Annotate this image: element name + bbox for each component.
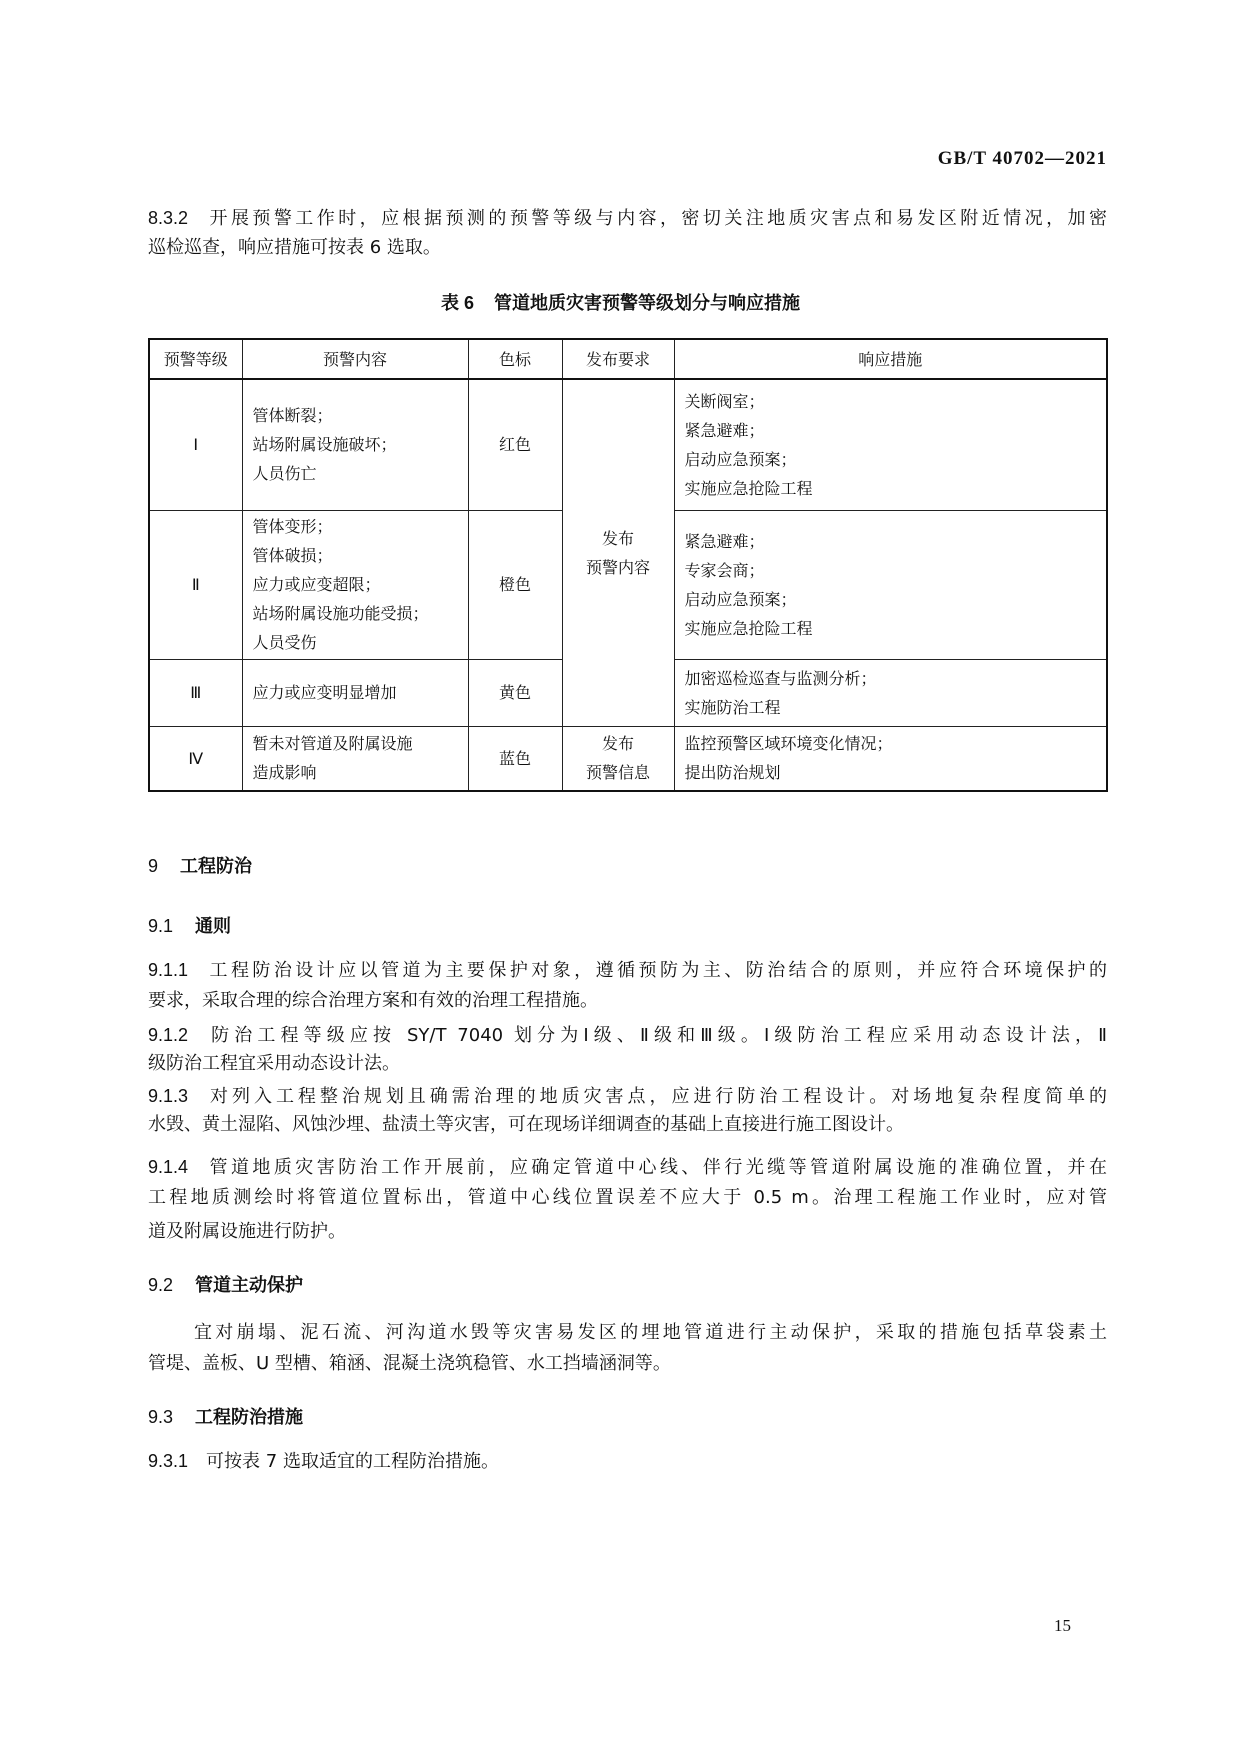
header-measures: 响应措施 — [674, 339, 1107, 379]
color-cell: 橙色 — [468, 510, 562, 659]
level-cell: Ⅰ — [149, 379, 242, 510]
section-9-heading: 9 工程防治 — [148, 856, 253, 877]
color-cell: 黄色 — [468, 659, 562, 726]
clause-9-1-4-line2: 工程地质测绘时将管道位置标出，管道中心线位置误差不应大于 0.5 m。治理工程施工作业时，应对管 — [148, 1187, 1107, 1208]
header-level: 预警等级 — [149, 339, 242, 379]
clause-9-1-2-line1: 9.1.2 防治工程等级应按 SY/T 7040 划分为Ⅰ级、Ⅱ级和Ⅲ级。Ⅰ级防治工程应采用动态设计法，Ⅱ — [148, 1025, 1107, 1046]
header-content: 预警内容 — [242, 339, 468, 379]
clause-9-3-1: 9.3.1 可按表 7 选取适宜的工程防治措施。 — [148, 1451, 499, 1472]
clause-9-2-line1: 宜对崩塌、泥石流、河沟道水毁等灾害易发区的埋地管道进行主动保护，采取的措施包括草袋素土 — [194, 1322, 1107, 1343]
table-header-row — [149, 339, 1107, 379]
content-cell: 管体变形； 管体破损； 应力或应变超限； 站场附属设施功能受损； 人员受伤 — [242, 510, 468, 659]
clause-9-1-1-line2: 要求，采取合理的综合治理方案和有效的治理工程措施。 — [148, 990, 598, 1011]
color-cell: 蓝色 — [468, 726, 562, 791]
level-cell: Ⅱ — [149, 510, 242, 659]
page-number: 15 — [1054, 1616, 1071, 1635]
section-9-3-heading: 9.3 工程防治措施 — [148, 1407, 304, 1428]
warning-level-table — [148, 338, 1108, 792]
table-row — [149, 726, 1107, 791]
release-cell: 发布 预警信息 — [562, 726, 674, 791]
section-9-1-heading: 9.1 通则 — [148, 916, 232, 937]
clause-9-1-1-line1: 9.1.1 工程防治设计应以管道为主要保护对象，遵循预防为主、防治结合的原则，并应符合环境保护的 — [148, 960, 1107, 981]
header-release: 发布要求 — [562, 339, 674, 379]
measures-cell: 关断阀室； 紧急避难； 启动应急预案； 实施应急抢险工程 — [674, 379, 1107, 510]
standard-number: GB/T 40702—2021 — [937, 148, 1107, 169]
measures-cell: 监控预警区域环境变化情况； 提出防治规划 — [674, 726, 1107, 791]
level-cell: Ⅳ — [149, 726, 242, 791]
clause-9-2-line2: 管堤、盖板、U 型槽、箱涵、混凝土浇筑稳管、水工挡墙涵洞等。 — [148, 1353, 671, 1374]
clause-8-3-2-line2: 巡检巡查，响应措施可按表 6 选取。 — [148, 237, 441, 258]
measures-cell: 加密巡检巡查与监测分析； 实施防治工程 — [674, 659, 1107, 726]
header-color: 色标 — [468, 339, 562, 379]
measures-cell: 紧急避难； 专家会商； 启动应急预案； 实施应急抢险工程 — [674, 510, 1107, 659]
color-cell: 红色 — [468, 379, 562, 510]
clause-9-1-3-line1: 9.1.3 对列入工程整治规划且确需治理的地质灾害点，应进行防治工程设计。对场地复杂程度简单的 — [148, 1086, 1107, 1107]
clause-8-3-2-line1: 8.3.2 开展预警工作时，应根据预测的预警等级与内容，密切关注地质灾害点和易发区附近情况，加密 — [148, 208, 1107, 229]
content-cell: 应力或应变明显增加 — [242, 659, 468, 726]
section-9-2-heading: 9.2 管道主动保护 — [148, 1275, 304, 1296]
clause-9-1-3-line2: 水毁、黄土湿陷、风蚀沙埋、盐渍土等灾害，可在现场详细调查的基础上直接进行施工图设计。 — [148, 1114, 904, 1135]
content-cell: 管体断裂； 站场附属设施破坏； 人员伤亡 — [242, 379, 468, 510]
level-cell: Ⅲ — [149, 659, 242, 726]
clause-9-1-2-line2: 级防治工程宜采用动态设计法。 — [148, 1053, 400, 1074]
content-cell: 暂未对管道及附属设施 造成影响 — [242, 726, 468, 791]
clause-9-1-4-line3: 道及附属设施进行防护。 — [148, 1221, 346, 1242]
table-caption: 表 6 管道地质灾害预警等级划分与响应措施 — [440, 293, 800, 314]
clause-9-1-4-line1: 9.1.4 管道地质灾害防治工作开展前，应确定管道中心线、伴行光缆等管道附属设施的准确位置，并在 — [148, 1157, 1107, 1178]
release-cell: 发布 预警内容 — [562, 379, 674, 726]
table-row — [149, 379, 1107, 510]
